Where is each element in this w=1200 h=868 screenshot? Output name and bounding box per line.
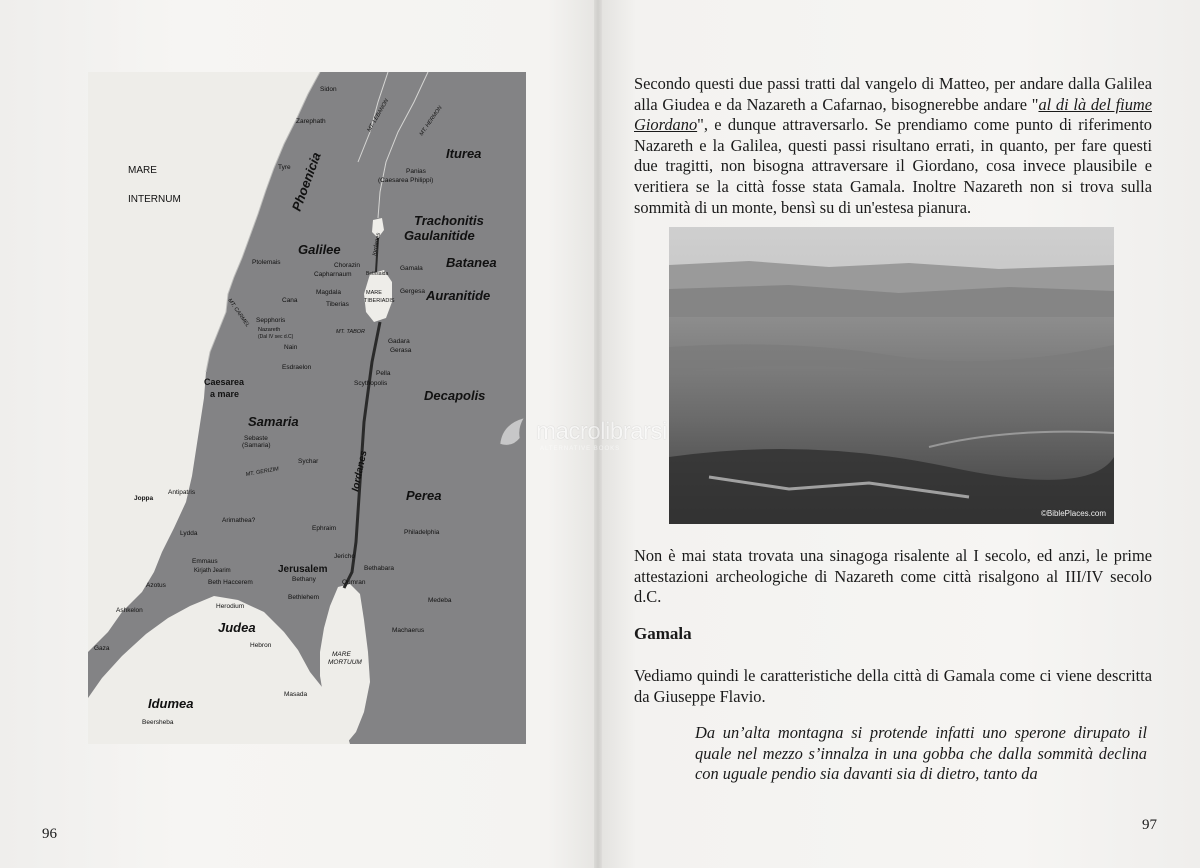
- city-label: Magdala: [316, 289, 341, 296]
- mt-hermon: MT. HERMON: [418, 105, 444, 138]
- city-label: (Samaria): [242, 442, 271, 449]
- city-label: Cana: [282, 297, 298, 304]
- city-label: Sidon: [320, 86, 337, 93]
- city-label: Beersheba: [142, 719, 174, 726]
- sea-label-2: INTERNUM: [128, 194, 181, 205]
- city-label: Gergesa: [400, 288, 425, 295]
- city-label: a mare: [210, 389, 240, 399]
- city-label: Sepphoris: [256, 317, 286, 324]
- region-trachonitis: Trachonitis: [414, 213, 484, 228]
- city-label: Qumran: [342, 579, 366, 586]
- region-idumea: Idumea: [148, 696, 194, 711]
- city-label: Joppa: [134, 495, 154, 502]
- photo-credit: ©BiblePlaces.com: [1040, 509, 1106, 518]
- palestine-map: [88, 72, 526, 744]
- city-label: Masada: [284, 691, 308, 698]
- nazareth-photo: [669, 227, 1114, 524]
- city-label: Gaza: [94, 645, 110, 652]
- city-label: Capharnaum: [314, 271, 352, 278]
- paragraph-3: Vediamo quindi le caratteristiche della città di Gamala come ci viene descritta da Giuseppe Flavio.: [634, 666, 1152, 706]
- city-label: Bethany: [292, 576, 316, 583]
- watermark-logo-icon: [496, 414, 532, 454]
- river-label: Iordanes: [350, 449, 370, 493]
- page-number-right: 97: [1142, 817, 1157, 833]
- city-label: Gamala: [400, 265, 423, 272]
- city-label: Bethlehem: [288, 594, 320, 601]
- mt-lebanon: MT. LEBANON: [366, 98, 391, 133]
- paragraph-1: [634, 74, 1152, 218]
- quote-giuseppe-flavio: Da un’alta montagna si protende infatti uno sperone dirupato il quale nel mezzo s’innalza in una gobba che dalla sommità declina con uguale pendio sia davanti sia di dietro, tanto da: [695, 723, 1147, 784]
- paragraph-1-text-b: ", e dunque attraversarlo. Se prendiamo come punto di riferimento Nazareth e la Galilea, questi passi risultano errati, in quanto, per fare questi due tragitti, non bisogna attraversare il Giordano, cosa invece plausibile e veritiera se la città fosse stata Gamala. Inoltre Nazareth non si trova sulla sommità di un monte, bensì su di un'estesa pianura.: [634, 115, 1152, 217]
- city-label: Gadara: [388, 338, 410, 345]
- region-perea: Perea: [406, 488, 442, 503]
- galilee-sea-label-1: MARE: [366, 290, 382, 296]
- city-label: Gerasa: [390, 347, 412, 354]
- city-label: Bethabara: [364, 565, 394, 572]
- link-al-di-la[interactable]: al di là del fiume Giordano: [634, 94, 1152, 135]
- mt-carmel: MT. CARMEL: [226, 297, 251, 329]
- city-label: Scythopolis: [354, 380, 388, 387]
- city-label: Tyre: [278, 164, 291, 171]
- city-label: Jerusalem: [278, 564, 328, 575]
- page-number-left: 96: [42, 826, 57, 842]
- galilee-sea-label-2: TIBERIADIS: [364, 298, 395, 304]
- city-label: Azotus: [146, 582, 166, 589]
- sea-label-1: MARE: [128, 165, 157, 176]
- watermark-text: macrolibrarsi: [536, 418, 667, 445]
- city-label: Esdraelon: [282, 364, 312, 371]
- city-label: Lydda: [180, 530, 198, 537]
- city-label: Sychar: [298, 458, 319, 465]
- river-upper-label: Iordanes: [372, 232, 383, 257]
- city-label: Nain: [284, 344, 298, 351]
- region-auranitide: Auranitide: [426, 288, 491, 303]
- city-label: Panias: [406, 168, 426, 175]
- city-label: Bethsaida: [366, 271, 389, 277]
- section-heading-gamala: Gamala: [634, 624, 692, 643]
- city-label: Tiberias: [326, 301, 349, 308]
- watermark-subtext: ALTERNATIVE BOOKS: [540, 446, 621, 452]
- mt-gerizim: MT. GERIZIM: [245, 466, 280, 478]
- region-phoenicia: Phoenicia: [288, 150, 324, 214]
- city-label: Hebron: [250, 642, 272, 649]
- city-label: Chorazin: [334, 262, 361, 269]
- city-label: (Caesarea Philippi): [378, 177, 434, 184]
- city-label: Jericho: [334, 553, 355, 560]
- city-label: Emmaus: [192, 558, 218, 565]
- city-label: Ashkelon: [116, 607, 143, 614]
- region-samaria: Samaria: [248, 414, 299, 429]
- mt-tabor: MT. TABOR: [336, 329, 366, 335]
- city-label: Arimathea?: [222, 517, 256, 524]
- deadsea-label-1: MARE: [332, 651, 351, 658]
- region-batanea: Batanea: [446, 255, 497, 270]
- city-label: Ptolemais: [252, 259, 281, 266]
- region-gaulanitide: Gaulanitide: [404, 228, 475, 243]
- watermark: [496, 412, 686, 456]
- paragraph-2: Non è mai stata trovata una sinagoga risalente al I secolo, ed anzi, le prime attestazioni archeologiche di Nazareth come città risalgono al III/IV secolo d.C.: [634, 546, 1152, 607]
- region-galilee: Galilee: [298, 242, 341, 257]
- city-label: Philadelphia: [404, 529, 440, 536]
- city-label: Antipatris: [168, 489, 196, 496]
- city-label: Nazareth: [258, 327, 281, 333]
- city-label: Medeba: [428, 597, 452, 604]
- region-iturea: Iturea: [446, 146, 482, 161]
- paragraph-1-text-a: Secondo questi due passi tratti dal vangelo di Matteo, per andare dalla Galilea alla Giudea e da Nazareth a Cafarnao, bisognerebbe andare ": [634, 74, 1152, 114]
- city-label: Herodium: [216, 603, 245, 610]
- city-label: Machaerus: [392, 627, 425, 634]
- city-label: Caesarea: [204, 377, 245, 387]
- city-label: Pella: [376, 370, 391, 377]
- city-label: (Dal IV sec d.C): [258, 334, 294, 340]
- city-label: Beth Haccerem: [208, 579, 253, 586]
- city-label: Kirjath Jearim: [194, 568, 231, 574]
- city-label: Zarephath: [296, 118, 326, 125]
- deadsea-label-2: MORTUUM: [328, 659, 362, 666]
- region-judea: Judea: [218, 620, 256, 635]
- city-label: Ephraim: [312, 525, 337, 532]
- city-label: Sebaste: [244, 435, 268, 442]
- region-decapolis: Decapolis: [424, 388, 486, 403]
